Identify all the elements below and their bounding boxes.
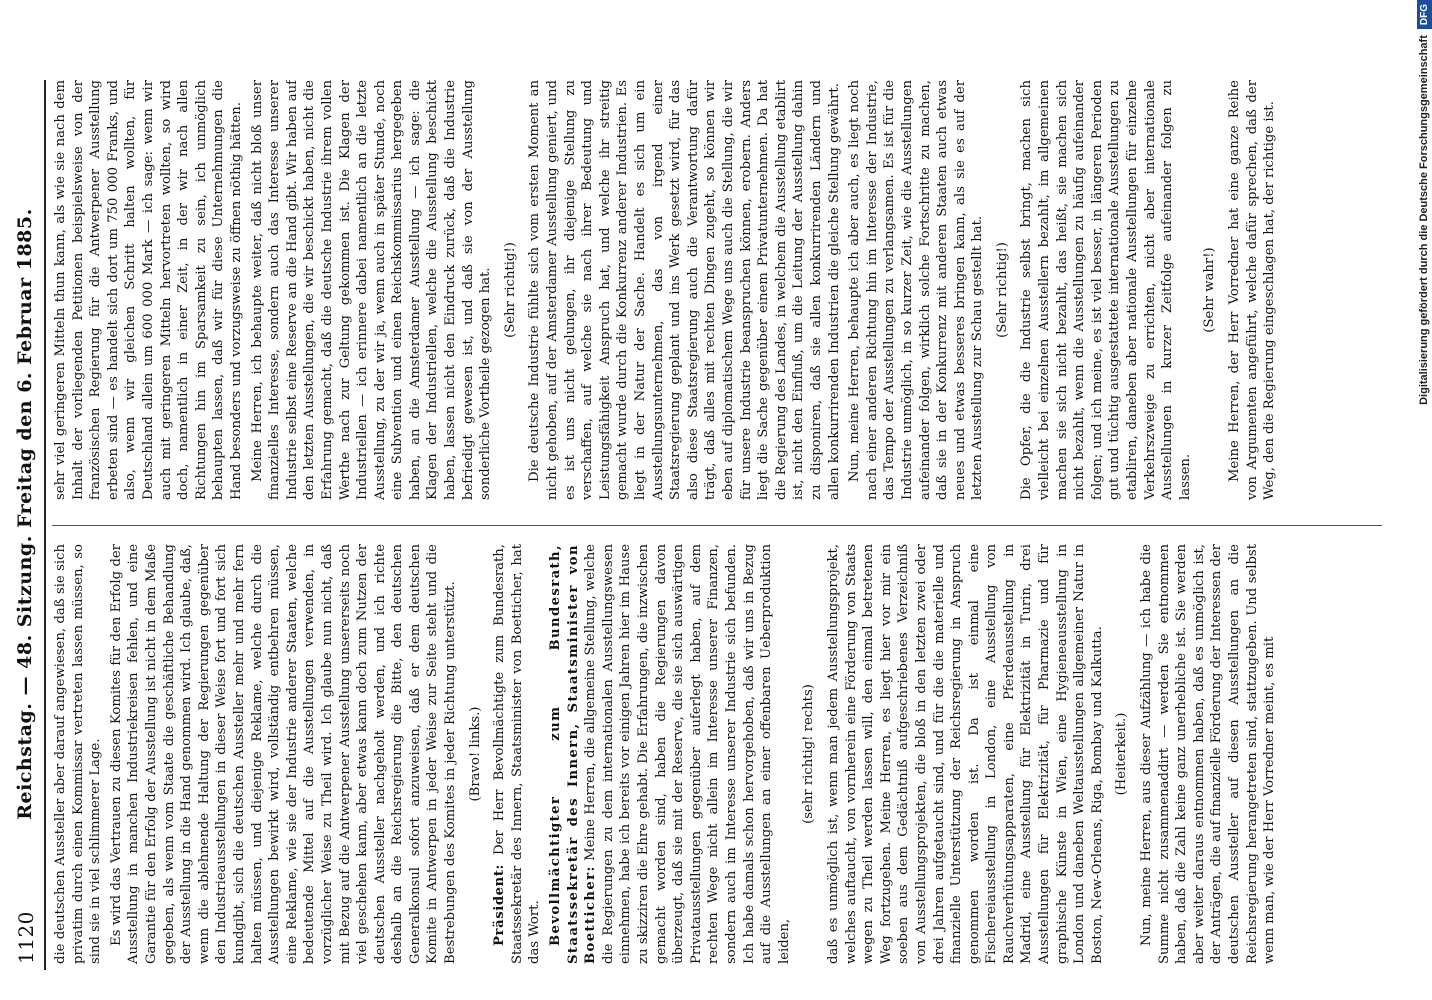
right-paragraph: Meine Herren, ich behaupte weiter, daß nicht bloß unser finanzielles Interesse, sondern auch das Interesse unserer Industrie selbst eine Reserve an die Hand gibt. Wir haben auf den letzten Ausstellungen, die wir beschickt haben, nicht die Erfahrung gemacht, daß die deutsche Industrie ihrem vollen Werthe nach zur Geltung gekommen ist. Die Klagen der Industriellen — ich erinnere dabei namentlich an die letzte Ausstellung, zu der wir ja, wenn auch in später Stunde, noch eine Subvention und einen Reichskommissarius hergegeben haben, an die Amsterdamer Ausstellung — ich sage: die Klagen der Industriellen, welche die Ausstellung beschickt haben, lassen nicht den Eindruck zurück, daß die Industrie befriedigt gewesen ist, und daß sie von der Ausstellung sonderliche Vortheile gezogen hat. xyxy=(249,80,494,500)
left-paragraph: Nun, meine Herren, aus dieser Aufzählung — ich habe die Summe nicht zusammenaddirt — werden Sie entnommen haben, daß die Zahl keine ganz unerhebliche ist. Sie werden aber weiter daraus entnommen haben, daß es unmöglich ist, der Anträgen, die auf finanzielle Förderung der Interessen der deutschen Aussteller auf diesen Ausstellungen an die Reichsregierung herangetreten sind, stattzugeben. Und selbst wenn man, wie der Herr Vorredner meint, es mit xyxy=(1139,544,1278,964)
left-paragraph-continuation: die deutschen Aussteller aber darauf angewiesen, daß sie sich privatim durch einen Kommissar vertreten lassen müssen, so sind sie in viel schlimmerer Lage. xyxy=(53,544,104,964)
digitization-note xyxy=(1412,0,1432,1000)
left-column xyxy=(52,544,1392,964)
digitization-text: Digitalisierung gefördert durch die Deutsche Forschungsgemeinschaft xyxy=(1418,35,1430,405)
left-paragraph: Meine Herren, die allgemeine Stellung, welche die Regierungen zu dem internationalen Ausstellungswesen einnehmen, habe ich bereits vor einigen Jahren hier im Hause zu skizziren die Ehre gehabt. Die Erfahrungen, die inzwischen gemacht worden sind, haben die Regierungen davon überzeugt, daß sie mit der Reserve, die sie sich auswärtigen Privatausstellungen gegenüber auferlegt haben, auf dem rechten Wege nicht allein im Interesse unserer Finanzen, sondern auch im Interesse unserer Industrie sich befunden. Ich habe damals schon hervorgehoben, daß wir uns in Bezug auf die Ausstellungen an einer offenbaren Ueberproduktion leiden, xyxy=(583,544,792,964)
interjection-remark: (sehr richtig! rechts) xyxy=(801,684,817,824)
interjection-remark: (Sehr richtig!) xyxy=(994,242,1010,338)
right-paragraph: Die Opfer, die die Industrie selbst bringt, machen sich vielleicht bei einzelnen Ausstellern bezahlt, im allgemeinen machen sie sich nicht bezahlt, das heißt, sie machen sich nicht bezahlt, wenn die Ausstellungen zu häufig aufeinander folgen; und ich meine, es ist viel besser, in längeren Perioden gut und tüchtig ausgestattete internationale Ausstellungen zu etabliren, daneben aber nationale Ausstellungen für einzelne Verkehrszweige zu errichten, nicht aber internationale Ausstellungen in kurzer Zeitfolge aufeinander folgen zu lassen. xyxy=(1019,80,1193,500)
left-paragraph: Der Herr Bevollmächtigte zum Bundesrath, Staatssekretär des Innern, Staatsminister von Boetticher, hat das Wort. xyxy=(492,544,543,964)
interjection-remark: (Sehr wahr!) xyxy=(1202,247,1218,333)
header-title: Reichstag. — 48. Sitzung. Freitag den 6. Februar 1885. xyxy=(14,208,36,820)
page-number: 1120 xyxy=(14,911,38,964)
right-paragraph: Nun, meine Herren, behaupte ich aber auch, es liegt noch nach einer anderen Richtung hin im Interesse der Industrie, das Tempo der Ausstellungen zu verlangsamen. Es ist für die Industrie unmöglich, in so kurzer Zeit, wie die Ausstellungen aufeinander folgen, wirklich solche Fortschritte zu machen, daß sie in der Konkurrenz mit anderen Staaten auch etwas neues und etwas besseres bringen kann, als sie es auf der letzten Ausstellung zur Schau gestellt hat. xyxy=(847,80,986,500)
header-rule xyxy=(44,80,46,970)
left-paragraph: Es wird das Vertrauen zu diesen Komites für den Erfolg der Ausstellung in manchen Industriekreisen fehlen, und eine Garantie für den Erfolg der Ausstellung ist nicht in dem Maße gegeben, als wenn vom Staate die geschäftliche Behandlung der Ausstellung in die Hand genommen wird. Ich glaube, daß, wenn die ablehnende Haltung der Regierungen gegenüber den Industrieausstellungen in dieser Weise fort und fort sich kundgibt, sich die deutschen Aussteller mehr und mehr fern halten müssen, und diejenige Reklame, welche durch die Ausstellungen bewirkt wird, vollständig entbehren müssen, eine Reklame, wie sie der Industrie anderer Staaten, welche bedeutende Mittel auf die Ausstellungen verwenden, in vorzüglicher Weise zu Theil wird. Ich glaube nun nicht, daß mit Bezug auf die Antwerpener Ausstellung unsererseits noch viel geschehen kann, aber etwas kann doch zum Nutzen der deutschen Aussteller nachgeholt werden, und ich richte deshalb an die Reichsregierung die Bitte, den deutschen Generalkonsul sofort anzuweisen, daß er dem deutschen Komite in Antwerpen in jeder Weise zur Seite steht und die Bestrebungen des Komites in jeder Richtung unterstützt. xyxy=(108,544,459,964)
interjection-remark: (Sehr richtig!) xyxy=(502,242,518,338)
right-paragraph: Meine Herren, der Herr Vorredner hat eine ganze Reihe von Argumenten angeführt, welche dafür sprechen, daß der Weg, den die Regierung eingeschlagen hat, der richtige ist. xyxy=(1227,80,1278,500)
right-column xyxy=(52,80,1392,500)
speaker-label: Bevollmächtigter zum Bundesrath, Staatssekretär des Innern, Staatsminister von Boetticher: xyxy=(548,544,599,964)
dfg-logo: DFG xyxy=(1417,0,1432,29)
interjection-remark: (Bravo! links.) xyxy=(467,706,483,802)
left-paragraph: daß es unmöglich ist, wenn man jedem Ausstellungsprojekt, welches auftaucht, von vornherein eine Förderung von Staats wegen zu Theil werden lassen will, den einmal betretenen Weg fortzugehen. Meine Herren, es liegt hier vor mir ein soeben aus dem Gedächtniß aufgeschriebenes Verzeichniß von Ausstellungsprojekten, die bloß in den letzten zwei oder drei Jahren aufgetaucht sind, und für die die materielle und finanzielle Unterstützung der Reichsregierung in Anspruch genommen worden ist. Da ist einmal eine Fischereiausstellung in London, eine Ausstellung von Rauchverhütungsapparaten, eine Pferdeausstellung in Madrid, eine Ausstellung für Elektrizität in Turin, drei Ausstellungen für Elektrizität, für Pharmazie und für graphische Künste in Wien, eine Hygieneausstellung in London und daneben Weltausstellungen allgemeiner Natur in Boston, New-Orleans, Riga, Bombay und Kalkutta. xyxy=(825,544,1105,964)
right-paragraph: Die deutsche Industrie fühlte sich vom ersten Moment an nicht gehoben, auf der Amsterdamer Ausstellung geniert, und es ist uns nicht gelungen, ihr diejenige Stellung zu verschaffen, auf welche sie nach ihrer Bedeutung und Leistungsfähigkeit Anspruch hat, und welche ihr streitig gemacht wurde durch die Konkurrenz anderer Industrien. Es liegt in der Natur der Sache. Handelt es sich um ein Ausstellungsunternehmen, das von irgend einer Staatsregierung geplant und ins Werk gesetzt wird, für das also diese Staatsregierung auch die Verantwortung dafür trägt, daß alles mit rechten Dingen zugeht, so können wir eben auf diplomatischem Wege uns auch die Stellung, die wir für unsere Industrie beanspruchen können, erobern. Anders liegt die Sache gegenüber einem Privatunternehmen. Da hat die Regierung des Landes, in welchem die Ausstellung etablirt ist, nicht den Einfluß, um die Leitung der Ausstellung dahin zu disponiren, daß sie allen konkurrirenden Ländern und allen konkurrirenden Industrien die gleiche Stellung gewährt. xyxy=(527,80,842,500)
running-header xyxy=(12,64,42,964)
interjection-remark: (Heiterkeit.) xyxy=(1114,712,1130,796)
column-divider xyxy=(52,525,1382,526)
speaker-label: Präsident: xyxy=(492,863,508,946)
right-paragraph-continuation: sehr viel geringeren Mitteln thun kann, als wie sie nach dem Inhalt der vorliegenden Petitionen beispielsweise von der französischen Regierung für die Antwerpener Ausstellung erbeten sind — es handelt sich dort um 750 000 Franks, und also, wenn wir gleichen Schritt halten wollten, für Deutschland allein um 600 000 Mark — ich sage: wenn wir auch mit geringeren Mitteln hervortreten wollten, so wird doch, namentlich in einer Zeit, in der wir nach allen Richtungen hin im Sparsamkeit zu sein, ich unmöglich behaupten lassen, daß wir für diese Unternehmungen die Hand besonders und vorzugsweise zu öffnen nöthig hätten. xyxy=(53,80,244,500)
